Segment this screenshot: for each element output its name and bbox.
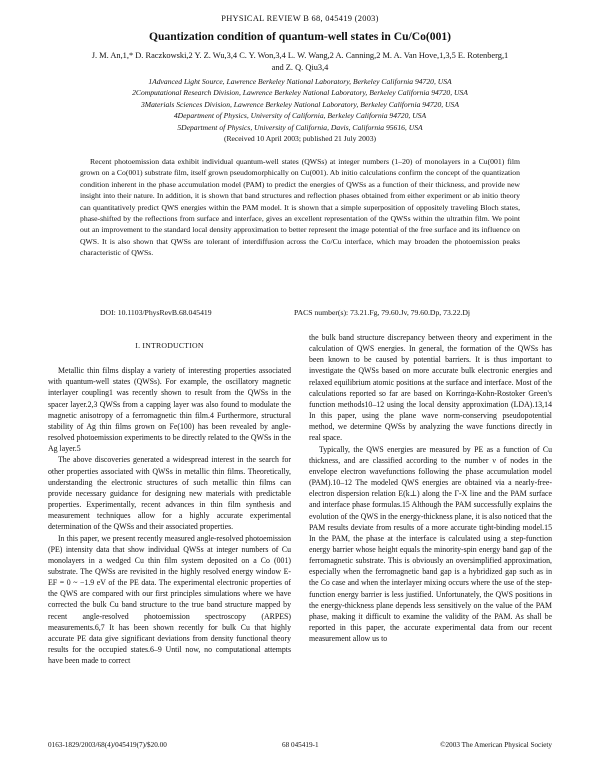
section-heading: I. INTRODUCTION bbox=[135, 341, 204, 350]
footer-issn: 0163-1829/2003/68(4)/045419(7)/$20.00 bbox=[48, 741, 167, 749]
paragraph: the bulk band structure discrepancy between theory and experiment in the calculation of QWS energies. In general, the formation of the QWSs has been known to be caused by potential barriers. It is thus important to investigate the QWSs based on more accurate bulk electronic energies and relaxed equilibrium atomic positions at the surface and interface. Most of the calculations reported so far are based on Korringa-Kohn-Rostoker Green's function methods10–12 using the local density approximation (LDA).13,14 In this paper, using the plane wave norm-conserving pseudopotential method, we determine QWSs by analyzing the wave functions directly in real space. bbox=[309, 333, 552, 443]
paragraph: In this paper, we present recently measured angle-resolved photoemission (PE) intensity data that show individual QWSs at integer numbers of Cu monolayers in a wedged Cu thin film system deposited on a Co (001) substrate. The QWSs are revisited in the highly resolved energy window E-EF = 0 ~ −1.9 eV of the PE data. The experimental electronic properties of the QWS are compared with our first principles simulations where we have corrected the bulk Cu band structure to the true band structure mapped by recent angle-resolved photoemission spectroscopy (ARPES) measurements.6,7 It has been shown recently for bulk Cu that highly accurate PE data give significant deviations from density functional theory results for the occupied states.6–9 Until now, no computational attempts have been made to correct bbox=[48, 533, 291, 666]
author-list bbox=[40, 50, 560, 74]
footer-page-number: 68 045419-1 bbox=[282, 741, 319, 749]
paper-title: Quantization condition of quantum-well states in Cu/Co(001) bbox=[148, 30, 452, 43]
affiliation: 2Computational Research Division, Lawrence Berkeley National Laboratory, Berkeley California 94720, USA bbox=[132, 88, 468, 98]
footer-copyright: ©2003 The American Physical Society bbox=[440, 741, 552, 749]
right-column bbox=[309, 332, 552, 644]
paragraph: Metallic thin films display a variety of interesting properties associated with quantum-well states (QWSs). For example, the oscillatory magnetic interlayer coupling1 was recently shown to result from the QWSs in the spacer layer.2,3 QWSs from a capping layer was also found to modulate the magnetic anisotropy of a ferromagnetic thin film.4 Furthermore, structural stability of Ag thin films grown on Fe(100) has been revealed by angle-resolved photoemission experiments to be directly related to the QWSs in the Ag layer.5 bbox=[48, 366, 291, 454]
affiliation: 3Materials Sciences Division, Lawrence Berkeley National Laboratory, Berkeley California 94720, USA bbox=[141, 99, 459, 109]
received-date: (Received 10 April 2003; published 21 July 2003) bbox=[223, 134, 377, 144]
author-line: J. M. An,1,* D. Raczkowski,2 Y. Z. Wu,3,4 C. Y. Won,3,4 L. W. Wang,2 A. Canning,2 M. A. Van Hove,1,3,5 E. Rotenberg,1 bbox=[91, 51, 509, 60]
paragraph: Typically, the QWS energies are measured by PE as a function of Cu thickness, and are classified according to the number ν of nodes in the envelope electron wavefunctions following the phase accumulation model (PAM).10–12 The modeled QWS energies are obtained via a nearly-free-electron dispersion relation E(k⊥) along the Γ-X line and the PAM surface and interface phase formulas.15 Although the PAM successfully explains the evolution of the QWS in the energy-thickness plane, it is also noticed that the PAM results deviate from results of a more accurate tight-binding model.15 In the PAM, the phase at the interface is calculated using a step-function energy barrier whose height equals the minority-spin energy band gap of the ferromagnetic substrate. This is obviously an oversimplified approximation, especially when the ferromagnetic band gap is a hybridized gap such as in the Co case and when the interlayer mixing occurs where the use of the step-function energy barrier is less justified. Unfortunately, the QWS positions in the energy-thickness plane depends less sensitively on the value of the PAM phase, making it difficult to examine the validity of the PAM. As shall be reported in this paper, the accurate experimental data from our recent measurement allow us to bbox=[309, 444, 552, 644]
affiliation-list bbox=[40, 76, 560, 144]
journal-header: PHYSICAL REVIEW B 68, 045419 (2003) bbox=[221, 14, 379, 23]
left-column bbox=[48, 332, 291, 666]
affiliation: 1Advanced Light Source, Lawrence Berkeley National Laboratory, Berkeley California 94720, USA bbox=[148, 77, 452, 86]
affiliation: 5Department of Physics, University of California, Davis, California 95616, USA bbox=[177, 122, 423, 132]
pacs-numbers: PACS number(s): 73.21.Fg, 79.60.Jv, 79.60.Dp, 73.22.Dj bbox=[294, 308, 471, 317]
paragraph: The above discoveries generated a widespread interest in the search for other properties associated with QWSs in metallic thin films. Theoretically, understanding the electronic structures of such metallic thin films can provide necessary guidance for designing new materials with predictable properties. Experimentally, recent advances in thin film synthesis and measurement techniques allow for a highly accurate experimental determination of the QWSs and their associated properties. bbox=[48, 455, 291, 532]
doi: DOI: 10.1103/PhysRevB.68.045419 bbox=[100, 308, 212, 317]
abstract: Recent photoemission data exhibit individual quantum-well states (QWSs) at integer numbers (1–20) of monolayers in a Cu(001) film grown on a Co(001) substrate film, itself grown pseudomorphically on Cu(001). Ab initio calculations confirm the concept of the quantization condition inherent in the phase accumulation model (PAM) to predict the energies of QWSs as a function of their thickness, and provide new insight into their nature. In addition, it is shown that band structures and reflection phases obtained from either experiment or ab initio theory can quantitatively predict QWS energies within the PAM model. It is shown that a simple superposition of oppositely traveling Bloch states, phase-shifted by the reflections from surface and interface, gives an excellent representation of the QWSs within the ultrathin film. We point out an improvement to the standard local density approximation to better represent the image potential of the free surface and its influence on QWS. It is also shown that QWSs are tolerant of interdiffusion across the Co/Cu interface, which may broaden the photoemission peaks characteristic of QWSs. bbox=[80, 157, 520, 258]
affiliation: 4Department of Physics, University of California, Berkeley California 94720, USA bbox=[173, 111, 427, 121]
author-line: and Z. Q. Qiu3,4 bbox=[271, 63, 329, 72]
